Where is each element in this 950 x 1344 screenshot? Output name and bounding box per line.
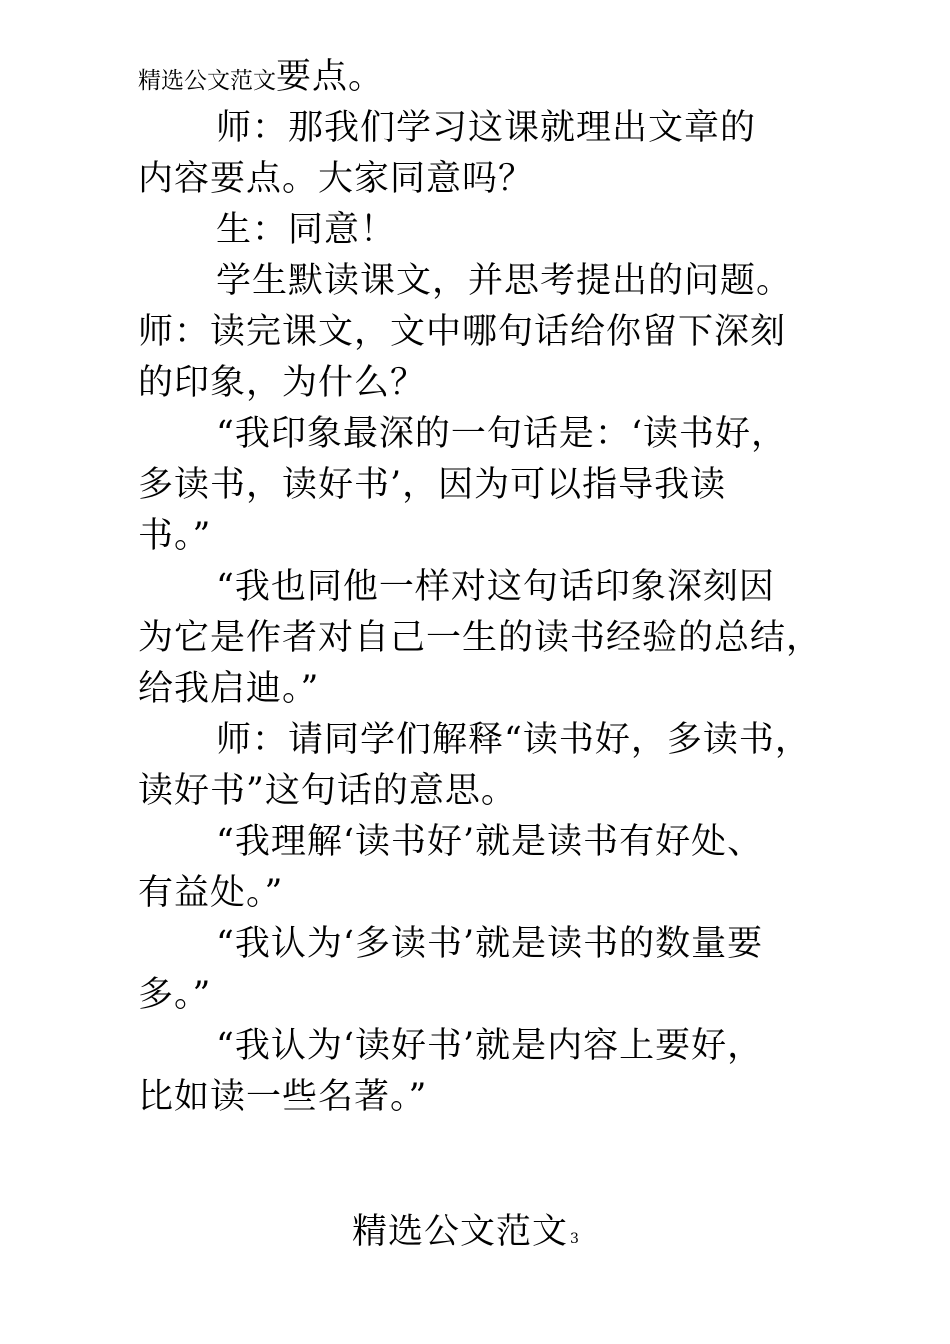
text-line: 读好书”这句话的意思。: [138, 771, 517, 811]
page-number: 3: [570, 1231, 579, 1247]
footer-label: 精选公文范文: [352, 1212, 569, 1252]
text-line: 比如读一些名著。”: [138, 1077, 428, 1117]
text-line: 有益处。”: [138, 873, 284, 913]
running-head: 精选公文范文: [138, 68, 276, 94]
text-line: 书。”: [138, 516, 212, 556]
text-line: “我也同他一样对这句话印象深刻因: [216, 567, 775, 607]
first-line: [138, 52, 858, 103]
text-line: 师：那我们学习这课就理出文章的: [216, 108, 757, 148]
text-line: 多读书，读好书’，因为可以指导我读: [138, 465, 727, 505]
text-line: 多。”: [138, 975, 212, 1015]
text-line: “我认为‘读好书’就是内容上要好，: [216, 1026, 764, 1066]
text-line: 给我启迪。”: [138, 669, 320, 709]
continued-text: 要点。: [276, 57, 385, 97]
text-line: 内容要点。大家同意吗？: [138, 159, 535, 199]
text-line: 师：请同学们解释“读书好，多读书，: [216, 720, 811, 760]
text-line: 为它是作者对自己一生的读书经验的总结，: [138, 618, 823, 658]
text-line: 师：读完课文，文中哪句话给你留下深刻: [138, 312, 787, 352]
page-footer: [352, 1210, 579, 1261]
body-text: [138, 52, 858, 1123]
text-line: “我理解‘读书好’就是读书有好处、: [216, 822, 764, 862]
text-line: 学生默读课文，并思考提出的问题。: [216, 261, 793, 301]
text-line: “我认为‘多读书’就是读书的数量要: [216, 924, 764, 964]
text-line: 生：同意！: [216, 210, 397, 250]
text-line: “我印象最深的一句话是：‘读书好，: [216, 414, 788, 454]
text-line: 的印象，为什么？: [138, 363, 427, 403]
